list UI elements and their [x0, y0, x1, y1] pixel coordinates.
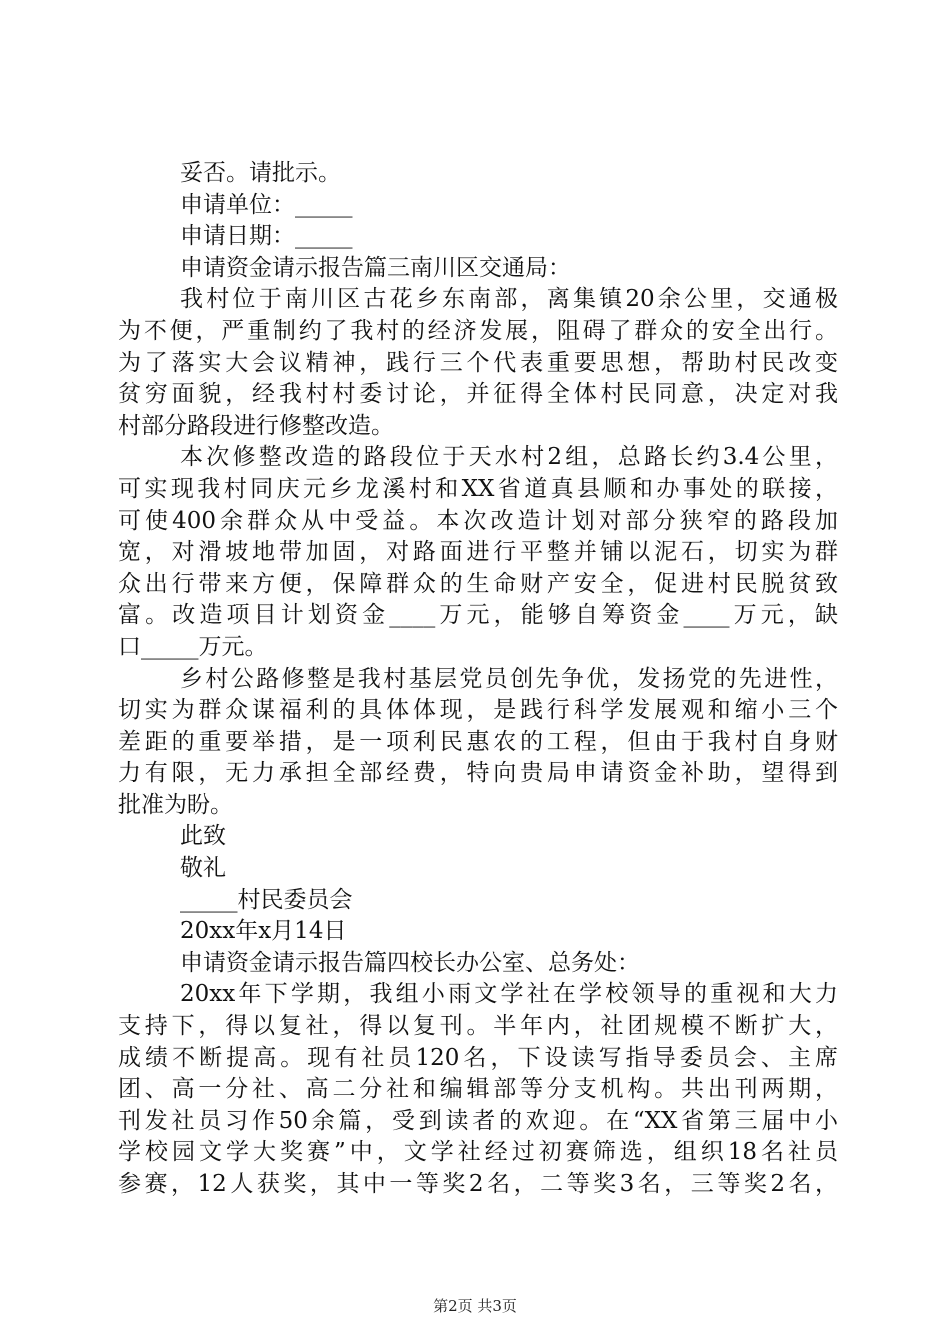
closing-salutation: 敬礼 — [180, 855, 226, 882]
text-line: 可实现我村同庆元乡龙溪村和XX省道真县顺和办事处的联接， — [118, 475, 838, 502]
section-heading: 申请资金请示报告篇四校长办公室、总务处： — [180, 949, 640, 976]
text-line: 富。改造项目计划资金____万元，能够自筹资金____万元，缺 — [118, 602, 838, 629]
text-line: 为不便，严重制约了我村的经济发展，阻碍了群众的安全出行。 — [118, 317, 838, 344]
date-line: 20xx年x月14日 — [180, 918, 347, 945]
text-line: 团、高一分社、高二分社和编辑部等分支机构。共出刊两期， — [118, 1076, 838, 1103]
text-line: 申请单位：_____ — [180, 191, 353, 218]
text-line: 贫穷面貌，经我村村委讨论，并征得全体村民同意，决定对我 — [118, 381, 838, 408]
text-line: 众出行带来方便，保障群众的生命财产安全，促进村民脱贫致 — [118, 570, 838, 597]
page-footer: 第2页 共3页 — [433, 1297, 517, 1315]
text-line: 本次修整改造的路段位于天水村2组，总路长约3.4公里， — [180, 444, 838, 471]
text-line: 差距的重要举措，是一项利民惠农的工程，但由于我村自身财 — [118, 728, 838, 755]
text-line: 宽，对滑坡地带加固，对路面进行平整并铺以泥石，切实为群 — [118, 539, 838, 566]
text-line: 乡村公路修整是我村基层党员创先争优，发扬党的先进性， — [180, 665, 838, 692]
text-line: 切实为群众谋福利的具体体现，是践行科学发展观和缩小三个 — [118, 697, 838, 724]
text-line: 支持下，得以复社，得以复刊。半年内，社团规模不断扩大， — [118, 1013, 838, 1040]
signature-line: _____村民委员会 — [180, 886, 353, 913]
text-line: 口_____万元。 — [118, 633, 268, 660]
text-line: 成绩不断提高。现有社员120名，下设读写指导委员会、主席 — [118, 1044, 838, 1071]
text-line: 批准为盼。 — [118, 791, 233, 818]
text-line: 村部分路段进行修整改造。 — [118, 412, 394, 439]
text-line: 力有限，无力承担全部经费，特向贵局申请资金补助，望得到 — [118, 760, 838, 787]
text-line: 20xx年下学期，我组小雨文学社在学校领导的重视和大力 — [180, 981, 838, 1008]
text-line: 为了落实大会议精神，践行三个代表重要思想，帮助村民改变 — [118, 349, 838, 376]
text-line: 刊发社员习作50余篇，受到读者的欢迎。在“XX省第三届中小 — [118, 1107, 838, 1134]
text-line: 学校园文学大奖赛”中，文学社经过初赛筛选，组织18名社员 — [118, 1139, 838, 1166]
section-heading: 申请资金请示报告篇三南川区交通局： — [180, 254, 571, 281]
text-line: 我村位于南川区古花乡东南部，离集镇20余公里，交通极 — [180, 286, 838, 313]
closing-salutation: 此致 — [180, 823, 226, 850]
text-line: 参赛，12人获奖，其中一等奖2名，二等奖3名，三等奖2名， — [118, 1171, 838, 1197]
text-line: 可使400余群众从中受益。本次改造计划对部分狭窄的路段加 — [118, 507, 838, 534]
text-line: 申请日期：_____ — [180, 223, 353, 250]
document-body — [118, 158, 838, 1201]
text-line: 妥否。请批示。 — [180, 160, 341, 186]
